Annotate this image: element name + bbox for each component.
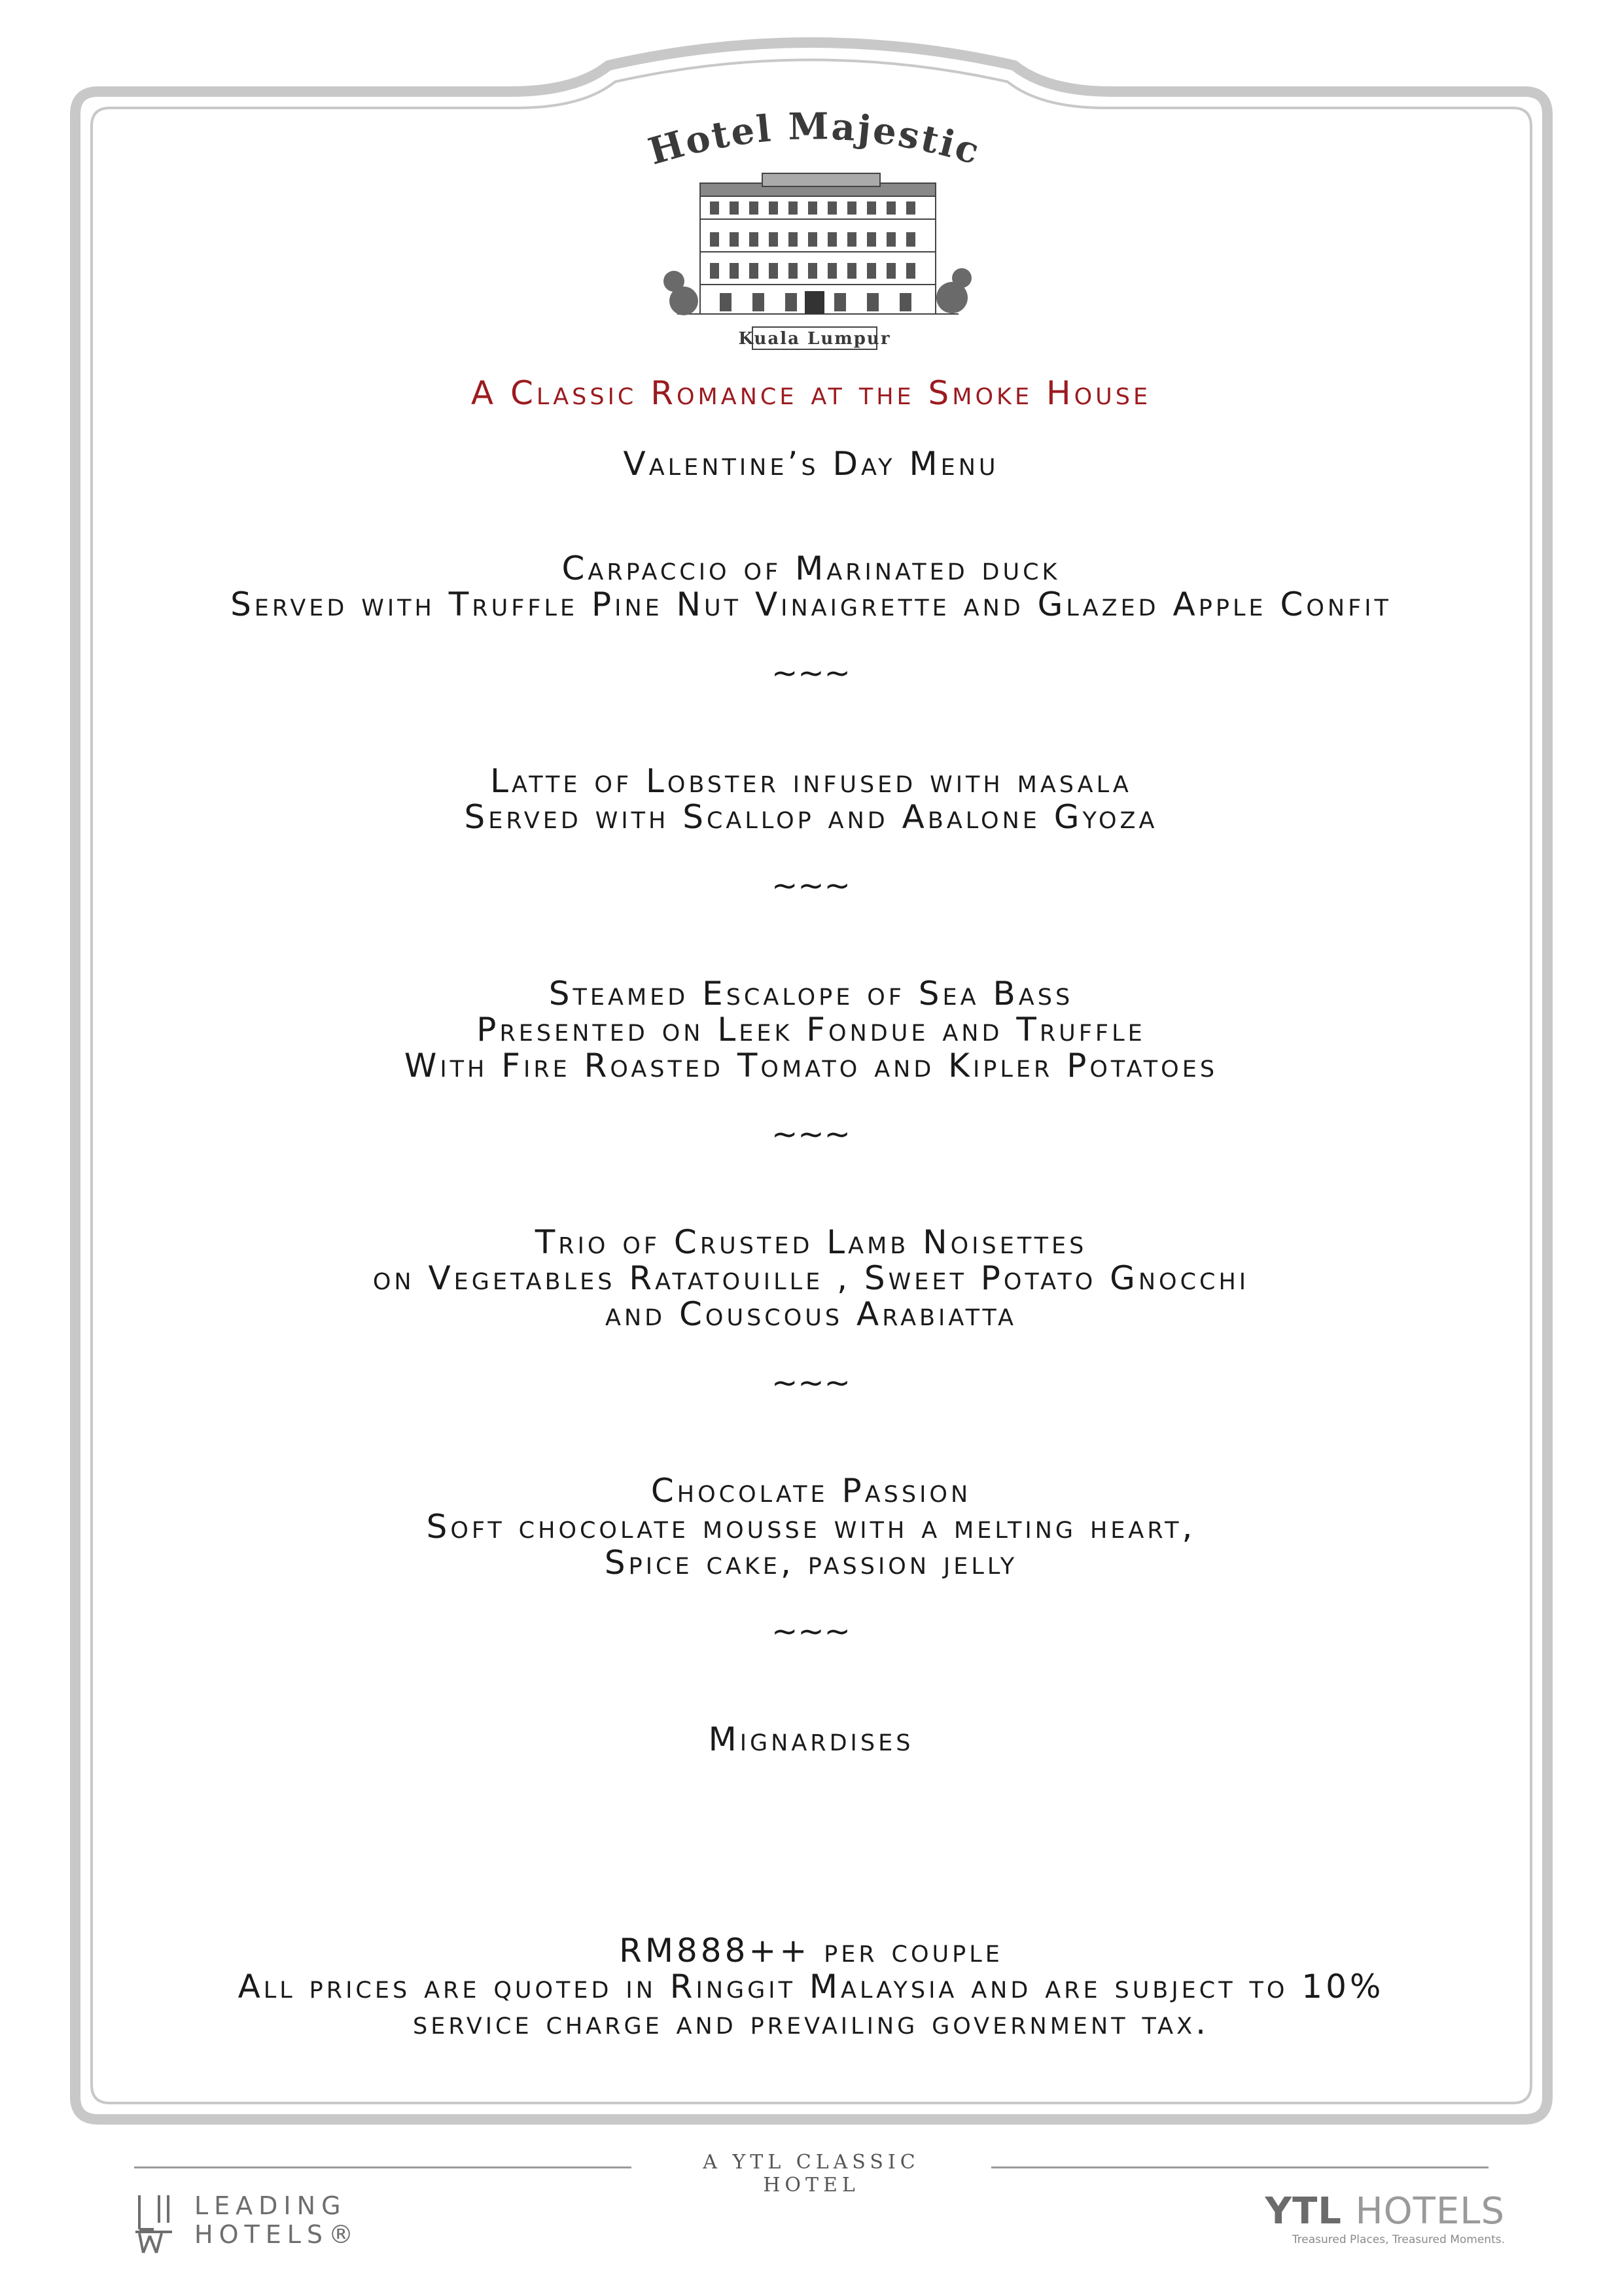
course-description: on Vegetables Ratatouille , Sweet Potato Gnocchi [372, 1259, 1250, 1297]
footer-tagline: A YTL CLASSIC HOTEL [703, 2151, 920, 2197]
course-separator: ~~~ [771, 1116, 851, 1153]
course-separator: ~~~ [771, 655, 851, 691]
course-title: Chocolate Passion [650, 1472, 972, 1510]
course-separator: ~~~ [771, 1365, 851, 1401]
pricing-block [0, 1933, 1622, 2041]
footer-rule-right [991, 2166, 1489, 2168]
course-title: Trio of Crusted Lamb Noisettes [535, 1223, 1087, 1261]
course-separator: ~~~ [771, 867, 851, 904]
course-title: Carpaccio of Marinated duck [561, 549, 1061, 587]
logo-bottom-text: Kuala Lumpur [738, 329, 891, 349]
lhw-line2: HOTELS® [194, 2220, 359, 2249]
course-title: Mignardises [708, 1720, 914, 1758]
lhw-monogram-icon [134, 2190, 173, 2255]
course-separator: ~~~ [771, 1613, 851, 1650]
hotel-majestic-logo [638, 105, 991, 366]
ytl-hotels-logo [1230, 2191, 1505, 2270]
ytl-name-bold: YTL [1265, 2190, 1342, 2233]
price-note-line1: All prices are quoted in Ringgit Malaysia and are subject to 10% [238, 1968, 1384, 2006]
course-title: Steamed Escalope of Sea Bass [548, 975, 1074, 1013]
course-1 [0, 551, 1622, 623]
logo-top-text: Hotel Majestic [643, 105, 986, 174]
menu-title: Valentine’s Day Menu [623, 445, 999, 483]
course-description: With Fire Roasted Tomato and Kipler Potatoes [404, 1047, 1218, 1085]
course-4 [0, 1225, 1622, 1332]
course-description: Served with Truffle Pine Nut Vinaigrette and Glazed Apple Confit [230, 585, 1392, 623]
course-2 [0, 763, 1622, 835]
course-description: Spice cake, passion jelly [604, 1544, 1018, 1582]
lhw-line1: LEADING [194, 2191, 347, 2220]
ytl-name-light: HOTELS [1355, 2190, 1505, 2233]
svg-text:Hotel Majestic [644, 105, 986, 173]
course-3 [0, 976, 1622, 1084]
course-description: Soft chocolate mousse with a melting heart, [426, 1508, 1196, 1546]
course-description: and Couscous Arabiatta [605, 1295, 1017, 1333]
price-line: RM888++ per couple [619, 1932, 1003, 1970]
event-title: A Classic Romance at the Smoke House [470, 374, 1152, 412]
course-5 [0, 1473, 1622, 1581]
price-note-line2: service charge and prevailing government tax. [413, 2004, 1209, 2042]
course-description: Served with Scallop and Abalone Gyoza [464, 798, 1158, 836]
course-description: Presented on Leek Fondue and Truffle [476, 1011, 1146, 1049]
course-title: Latte of Lobster infused with masala [490, 762, 1132, 800]
ytl-slogan: Treasured Places, Treasured Moments. [1292, 2233, 1505, 2246]
footer-rule-left [134, 2166, 631, 2168]
leading-hotels-logo [134, 2190, 527, 2269]
course-6 [0, 1722, 1622, 1758]
course-list [0, 551, 1622, 1758]
